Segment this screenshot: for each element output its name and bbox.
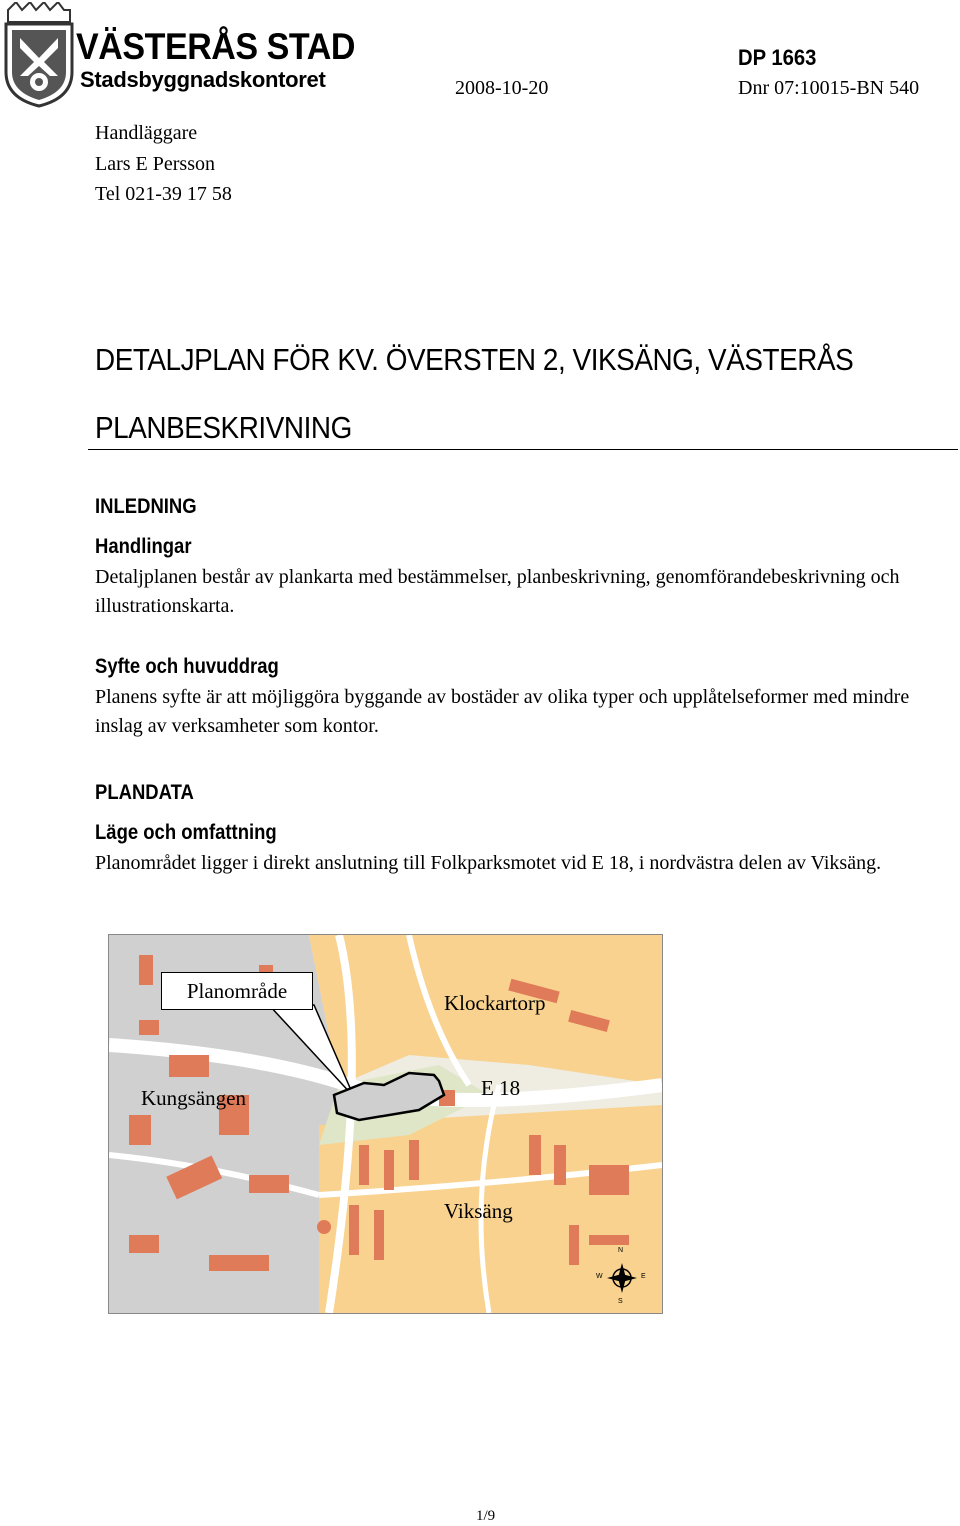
map-label-klockartorp: Klockartorp xyxy=(444,991,546,1015)
handler-label: Handläggare xyxy=(95,122,198,144)
page-number: 1/9 xyxy=(476,1508,496,1524)
document-title: DETALJPLAN FÖR KV. ÖVERSTEN 2, VIKSÄNG, VÄSTERÅS xyxy=(95,342,854,377)
compass-north-label: N xyxy=(618,1247,624,1254)
subheading-lage: Läge och omfattning xyxy=(95,821,277,844)
coat-of-arms-icon xyxy=(2,2,78,108)
handler-name: Lars E Persson xyxy=(95,152,215,175)
logo-subtitle: Stadsbyggnadskontoret xyxy=(80,67,326,92)
location-map xyxy=(108,934,663,1314)
compass-west-label: W xyxy=(596,1273,603,1280)
document-dnr: Dnr 07:10015-BN 540 xyxy=(738,77,920,99)
map-label-viksang: Viksäng xyxy=(444,1199,513,1223)
section-heading-inledning: INLEDNING xyxy=(95,495,197,518)
compass-south-label: S xyxy=(618,1298,623,1305)
map-label-planomrade: Planområde xyxy=(161,972,313,1010)
paragraph-syfte: Planens syfte är att möjliggöra byggande av bostäder av olika typer och upplåtelseformer med mindre inslag av verksamheter som kontor. xyxy=(95,686,910,737)
handler-phone: Tel 021-39 17 58 xyxy=(95,183,232,205)
map-label-kungsangen: Kungsängen xyxy=(141,1086,246,1110)
title-divider xyxy=(88,449,958,450)
subheading-syfte: Syfte och huvuddrag xyxy=(95,655,279,678)
subheading-handlingar: Handlingar xyxy=(95,535,192,558)
paragraph-handlingar: Detaljplanen består av plankarta med bestämmelser, planbeskrivning, genomförandebeskrivning och illustrationskarta. xyxy=(95,566,900,617)
map-label-e18: E 18 xyxy=(481,1076,521,1100)
document-id: DP 1663 xyxy=(738,45,817,70)
paragraph-lage: Planområdet ligger i direkt anslutning till Folkparksmotet vid E 18, i nordvästra delen av Viksäng. xyxy=(95,852,882,874)
document-date: 2008-10-20 xyxy=(455,77,549,99)
section-heading-plandata: PLANDATA xyxy=(95,781,194,804)
compass-east-label: E xyxy=(641,1273,646,1280)
logo-title: VÄSTERÅS STAD xyxy=(76,26,355,67)
document-subtitle: PLANBESKRIVNING xyxy=(95,410,352,445)
handler-block xyxy=(95,118,232,210)
